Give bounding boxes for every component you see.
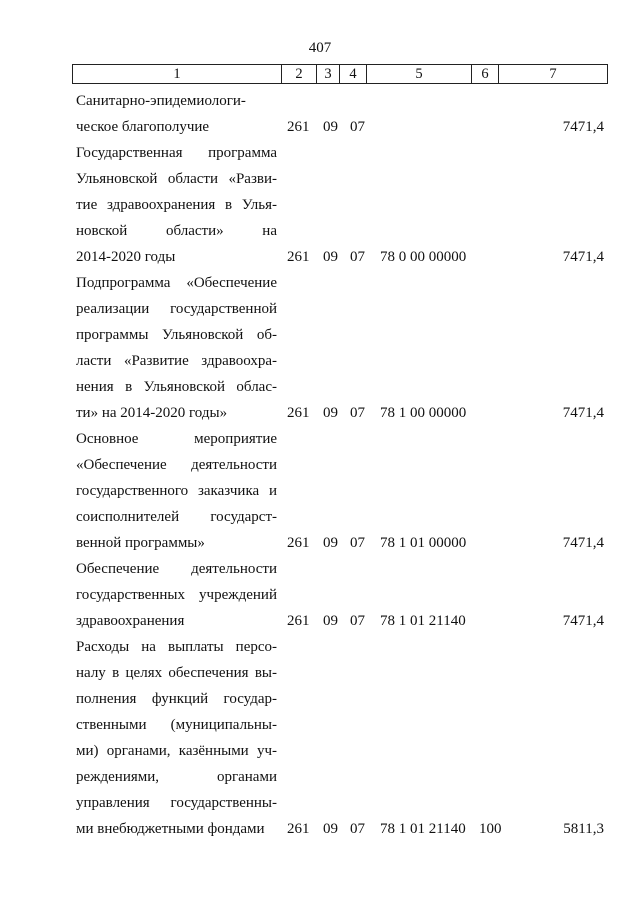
description-line: ти» на 2014-2020 годы»	[76, 405, 228, 421]
description-line: ственными (муниципальны-	[76, 717, 277, 733]
description-line: полнения функций государ-	[76, 691, 277, 707]
description-line: ми внебюджетными фондами	[76, 821, 265, 837]
section-code: 09	[323, 821, 338, 837]
subsection-code: 07	[350, 821, 365, 837]
description-line: Обеспечение деятельности	[76, 561, 277, 577]
page-number: 407	[308, 40, 332, 56]
description-line: Расходы на выплаты персо-	[76, 639, 277, 655]
column-header-1: 1	[73, 65, 282, 84]
target-article-code: 78 0 00 00000	[380, 249, 467, 265]
description-line: государственного заказчика и	[76, 483, 277, 499]
description-line: Подпрограмма «Обеспечение	[76, 275, 277, 291]
ministry-code: 261	[287, 405, 310, 421]
budget-table-body	[0, 88, 640, 842]
description-line: здравоохранения	[76, 613, 185, 629]
row-description	[76, 88, 277, 140]
column-header-3: 3	[317, 65, 340, 84]
section-code: 09	[323, 119, 338, 135]
section-code: 09	[323, 405, 338, 421]
description-line: новской области» на	[76, 223, 277, 239]
amount: 7471,4	[562, 535, 604, 551]
ministry-code: 261	[287, 821, 310, 837]
description-line: тие здравоохранения в Улья-	[76, 197, 277, 213]
amount: 7471,4	[562, 613, 604, 629]
description-line: Санитарно-эпидемиологи-	[76, 93, 246, 109]
ministry-code: 261	[287, 535, 310, 551]
column-header-2: 2	[282, 65, 317, 84]
subsection-code: 07	[350, 535, 365, 551]
table-row	[0, 270, 640, 426]
section-code: 09	[323, 249, 338, 265]
target-article-code: 78 1 01 21140	[380, 613, 466, 629]
description-line: реждениями, органами	[76, 769, 277, 785]
description-line: соисполнителей государст-	[76, 509, 277, 525]
section-code: 09	[323, 535, 338, 551]
subsection-code: 07	[350, 119, 365, 135]
column-header-6: 6	[472, 65, 499, 84]
section-code: 09	[323, 613, 338, 629]
amount: 7471,4	[562, 405, 604, 421]
description-line: программы Ульяновской об-	[76, 327, 277, 343]
description-line: налу в целях обеспечения вы-	[76, 665, 277, 681]
table-row	[0, 556, 640, 634]
column-header-table	[72, 64, 608, 84]
description-line: Основное мероприятие	[76, 431, 277, 447]
row-description	[76, 270, 277, 426]
table-row	[0, 88, 640, 140]
subsection-code: 07	[350, 405, 365, 421]
subsection-code: 07	[350, 613, 365, 629]
description-line: управления государственны-	[76, 795, 277, 811]
description-line: ласти «Развитие здравоохра-	[76, 353, 277, 369]
amount: 7471,4	[562, 249, 604, 265]
table-row	[0, 140, 640, 270]
column-header-4: 4	[340, 65, 367, 84]
description-line: ми) органами, казёнными уч-	[76, 743, 277, 759]
target-article-code: 78 1 00 00000	[380, 405, 467, 421]
column-header-5: 5	[367, 65, 472, 84]
ministry-code: 261	[287, 249, 310, 265]
description-line: венной программы»	[76, 535, 205, 551]
row-description	[76, 426, 277, 556]
row-description	[76, 556, 277, 634]
description-line: 2014-2020 годы	[76, 249, 176, 265]
target-article-code: 78 1 01 00000	[380, 535, 467, 551]
ministry-code: 261	[287, 613, 310, 629]
ministry-code: 261	[287, 119, 310, 135]
row-description	[76, 634, 277, 842]
description-line: «Обеспечение деятельности	[76, 457, 277, 473]
description-line: государственных учреждений	[76, 587, 277, 603]
row-description	[76, 140, 277, 270]
subsection-code: 07	[350, 249, 365, 265]
expense-type-code: 100	[479, 821, 502, 837]
table-row	[0, 426, 640, 556]
column-header-7: 7	[499, 65, 608, 84]
description-line: Ульяновской области «Разви-	[76, 171, 277, 187]
description-line: Государственная программа	[76, 145, 277, 161]
target-article-code: 78 1 01 21140	[380, 821, 466, 837]
amount: 5811,3	[563, 821, 604, 837]
description-line: ческое благополучие	[76, 119, 210, 135]
description-line: реализации государственной	[76, 301, 277, 317]
description-line: нения в Ульяновской облас-	[76, 379, 277, 395]
table-row	[0, 634, 640, 842]
amount: 7471,4	[562, 119, 604, 135]
